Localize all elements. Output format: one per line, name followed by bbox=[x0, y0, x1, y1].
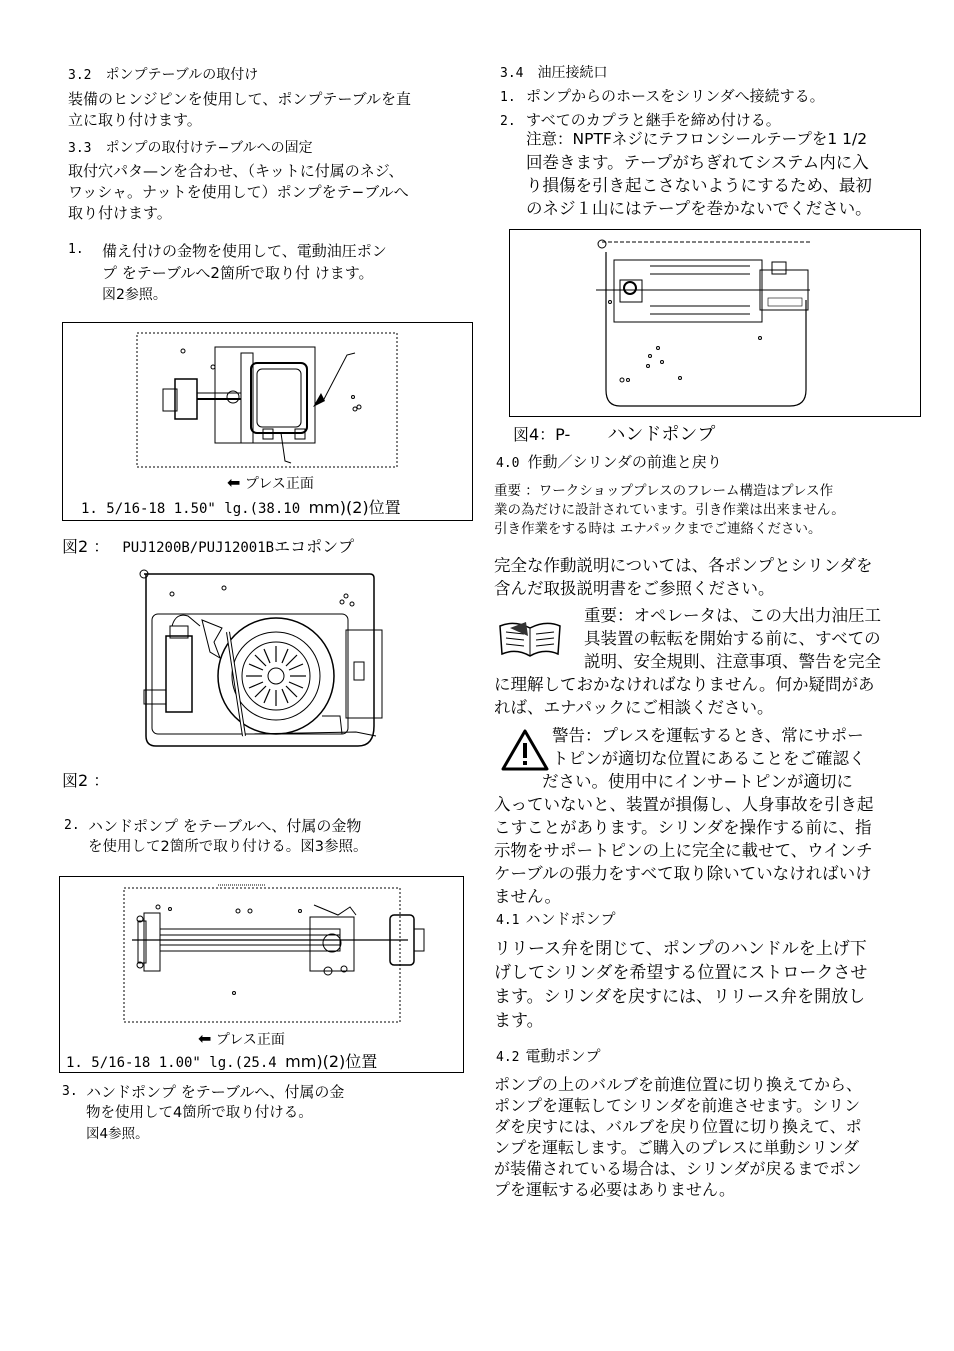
hand-pump-drawing-fig3 bbox=[60, 877, 463, 1027]
arrow-left-icon: ⬅ bbox=[227, 473, 241, 492]
press-front-label-fig3: ⬅ プレス正面 bbox=[198, 1029, 285, 1048]
section-3-3-heading: 3.3 ポンプの取付けテ−ブルへの固定 bbox=[68, 140, 313, 156]
section-4-0-heading: 4.0 作動／シリンダの前進と戻り bbox=[496, 453, 722, 471]
step-1: 1. 備え付けの金物を使用して、電動油圧ポン プ をテーブルへ2箇所で取り付 けます。 図2参照。 bbox=[68, 242, 387, 303]
electric-pump-drawing bbox=[63, 323, 472, 473]
list-item: 2. すべてのカプラと継手を締め付ける。 bbox=[500, 111, 781, 129]
step-2: 2. ハンドポンプ をテーブルへ、付属の金物 を使用して2箇所で取り付ける。図3参照。 bbox=[64, 817, 368, 855]
important-notice-frame: 重要 ：ワークショッププレスのフレーム構造はプレス作 業の為だけに設計されています。引き作業は出来ません。 引き作業をする時は エナパックまでご連絡ください。 bbox=[494, 483, 845, 537]
section-3-2-body: 装備のヒンジピンを使用して、ポンプテーブルを直 立に取り付けます。 bbox=[68, 90, 411, 129]
section-3-2-heading: 3.2 ポンプテーブルの取付け bbox=[68, 67, 259, 83]
caution-note: 注意：NPTFネジにテフロンシールテープを1 1/2 回巻きます。テープがちぎれてシステム内に入 り損傷を引き起こさないようにするため、最初 のネジ１山にはテープを巻かないでください。 bbox=[526, 130, 872, 218]
section-4-2-body: ポンプの上のバルブを前進位置に切り換えてから、 ポンプを運転してシリンダを前進させます。シリン ダを戻すには、バルブを戻り位置に切り換えて、ポ ンプを運転します。ご購入のプレスに単動シリンダ が装備されている場合は、シリンダが戻るまでポン プを運転する必要はありません。 bbox=[494, 1075, 863, 1199]
important-operator-notice: 重要：オペレータは、この大出力油圧工 具装置の転転を開始する前に、すべての 説明、安全規則、注意事項、警告を完全 に理解しておかなければなりません。何か疑問があ れば、エナパックにご相談ください。 bbox=[494, 606, 881, 717]
figure-2b-caption: 図2 ： bbox=[62, 771, 110, 790]
figure-2-caption: 図2 ： PUJ1200B/PUJ12001Bエコポンプ bbox=[62, 537, 355, 556]
bolt-spec-fig2: 1. 5/16-18 1.50" lg.(38.10 mm)(2)位置 bbox=[81, 498, 401, 517]
press-front-label: ⬅ プレス正面 bbox=[227, 473, 314, 492]
section-3-4-list bbox=[500, 85, 920, 133]
figure-2-electric-pump bbox=[62, 322, 473, 521]
figure-2-eco-pump bbox=[136, 566, 386, 750]
figure-4-caption: 図4：P- ハンドポンプ bbox=[513, 424, 716, 445]
section-3-3-body: 取付穴パタ—ンを合わせ、（キットに付属のネジ、 ワッシャ。ナットを使用して）ポンプをテ−ブルへ 取り付けます。 bbox=[68, 162, 409, 222]
section-3-4-heading: 3.4 油圧接続口 bbox=[500, 65, 608, 81]
eco-pump-drawing bbox=[136, 566, 386, 750]
section-4-1-body: リリース弁を閉じて、ポンプのハンドルを上げ下 げしてシリンダを希望する位置にストロークさせ ます。シリンダを戻すには、リリース弁を開放し ます。 bbox=[494, 939, 868, 1031]
bolt-spec-fig3: 1. 5/16-18 1.00" lg.(25.4 mm)(2)位置 bbox=[66, 1052, 378, 1071]
arrow-left-icon: ⬅ bbox=[198, 1029, 212, 1048]
figure-3-hand-pump bbox=[59, 876, 464, 1073]
section-4-2-heading: 4.2 電動ポンプ bbox=[496, 1047, 601, 1065]
section-4-1-heading: 4.1 ハンドポンプ bbox=[496, 910, 616, 928]
step-3: 3. ハンドポンプ をテーブルへ、付属の金 物を使用して4箇所で取り付ける。 図4参照。 bbox=[62, 1083, 345, 1142]
figure-4-hand-pump bbox=[509, 229, 921, 417]
warning-text: 警告：プレスを運転するとき、常にサポー トピンが適切な位置にあることをご確認く ださい。使用中にインサ−トピンが適切に 入っていないと、装置が損傷し、人身事故を引き起 こすことがあります。シリンダを操作する前に、指 示物をサポートピンの上に完全に載せて、ウインチ ケーブルの張力をすべて取り除いていなければいけ ません。 bbox=[494, 726, 874, 906]
list-item: 1. ポンプからのホースをシリンダへ接続する。 bbox=[500, 87, 825, 105]
complete-instructions-text: 完全な作動説明については、各ポンプとシリンダを 含んだ取扱説明書をご参照ください。 bbox=[494, 556, 873, 598]
hand-pump-drawing-fig4 bbox=[510, 230, 920, 416]
